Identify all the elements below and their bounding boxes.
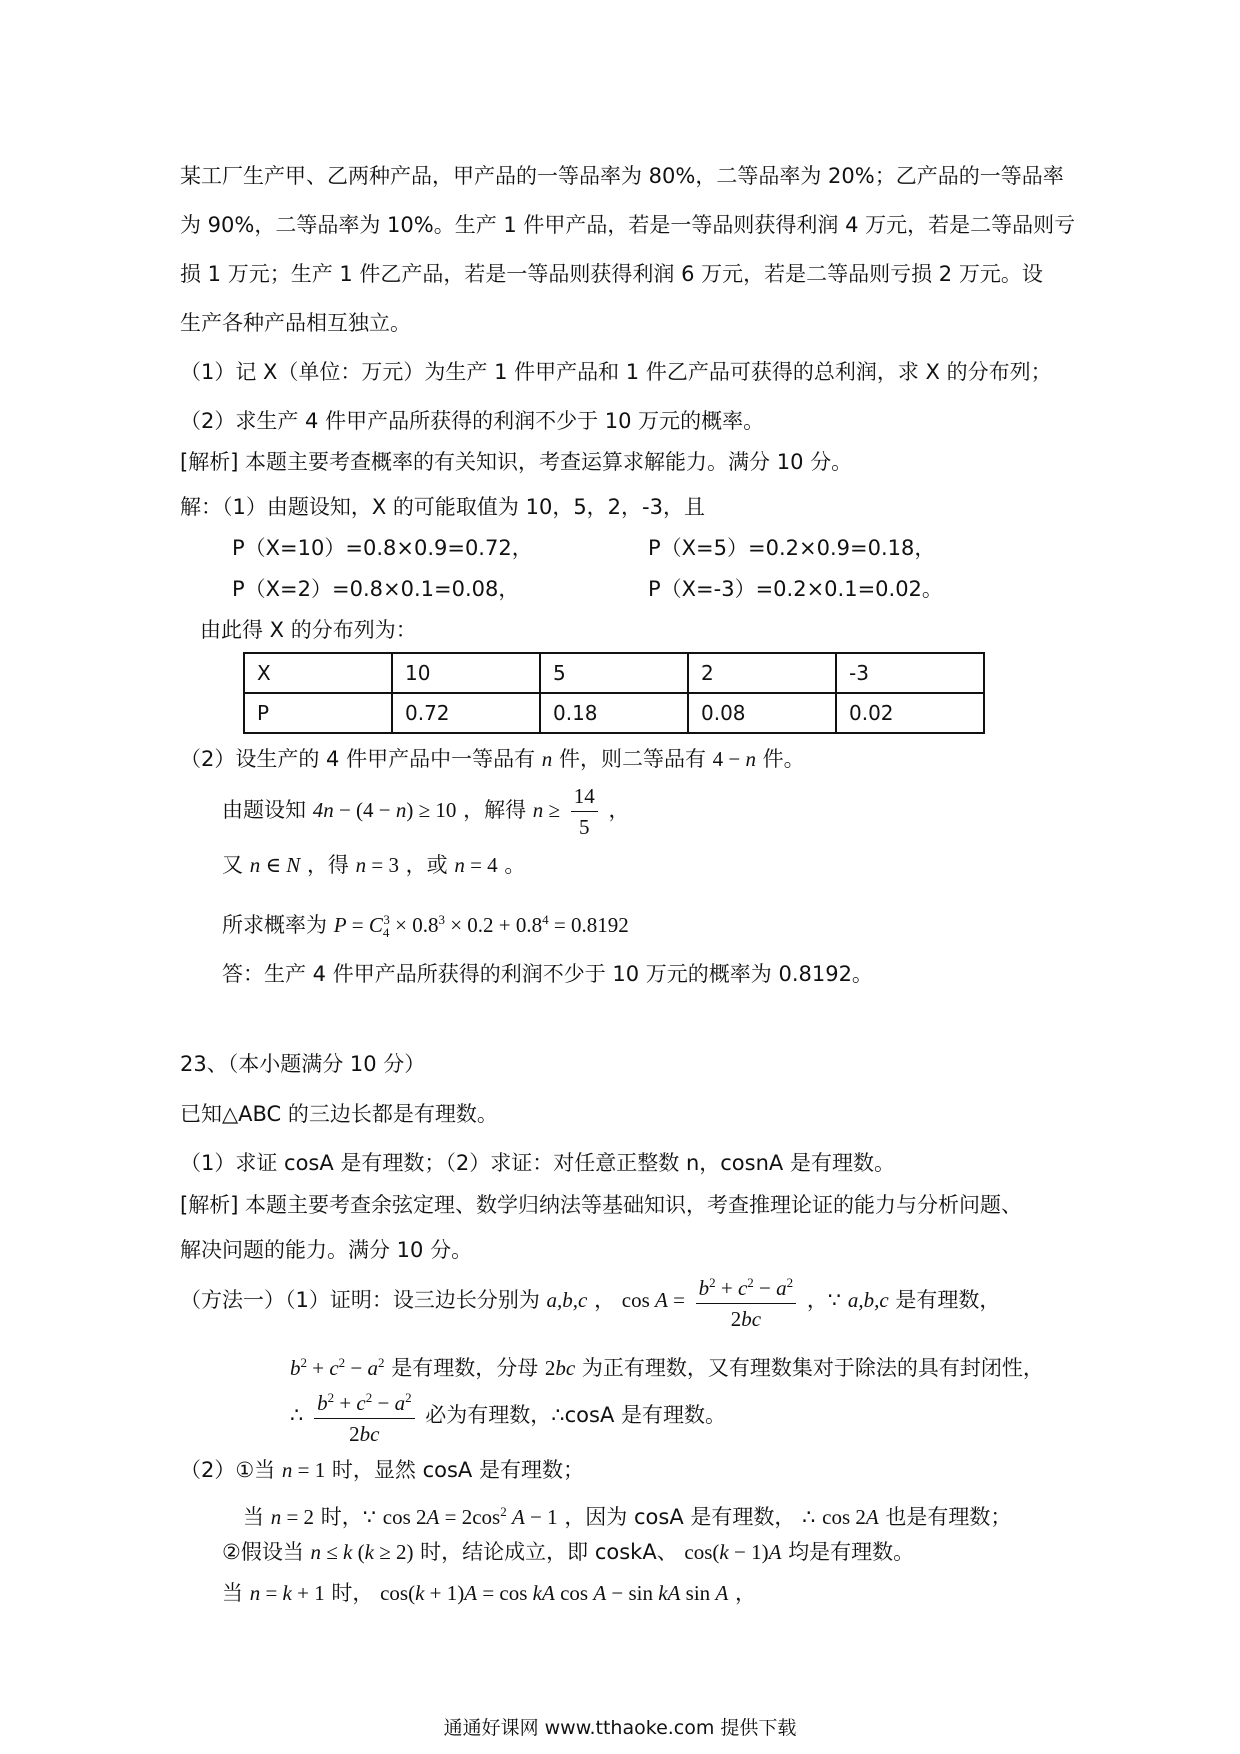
table-row-p — [244, 693, 984, 733]
p22-analysis: [解析] 本题主要考查概率的有关知识，考查运算求解能力。满分 10 分。 — [180, 450, 853, 474]
p22-solution-intro: 解：（1）由题设知，X 的可能取值为 10，5，2，-3，且 — [180, 495, 705, 519]
fraction-14-5: $\frac{14}{5}$ — [571, 781, 598, 842]
p23-stem: 已知△ABC 的三边长都是有理数。 — [180, 1102, 498, 1126]
p23-questions: （1）求证 cosA 是有理数；（2）求证：对任意正整数 n，cosnA 是有理数。 — [180, 1151, 895, 1175]
table-cell: -3 — [836, 653, 984, 693]
sol2-line-4: 所求概率为 $P = C_4^3 \times 0.8^3 \times 0.2 + 0.8^4 = 0.8192$ — [222, 912, 629, 941]
p22-question-1: （1）记 X（单位：万元）为生产 1 件甲产品和 1 件乙产品可获得的总利润，求 X 的分布列； — [180, 360, 1052, 384]
table-cell: 0.72 — [392, 693, 540, 733]
p22-question-2: （2）求生产 4 件甲产品所获得的利润不少于 10 万元的概率。 — [180, 409, 765, 433]
sol2-line-2: 由题设知 4n − (4 − n) ≥ 10 ，解得 n ≥ $\frac{14}{5}$ ， — [222, 779, 629, 842]
table-cell: 5 — [540, 653, 688, 693]
page-footer: 通通好课网 www.tthaoke.com 提供下载 — [443, 1717, 797, 1739]
method1-line-3: ∴ $\frac{b^2 + c^2 - a^2}{2bc}$ 必为有理数，∴cosA 是有理数。 — [290, 1383, 726, 1449]
sol2-line-3: 又 n ∈ N ，得 n = 3 ，或 n = 4 。 — [222, 853, 526, 877]
prob-line-x10: P（X=10）=0.8×0.9=0.72， — [232, 536, 533, 560]
cosine-law-fraction: $\frac{b^2 + c^2 - a^2}{2bc}$ — [696, 1268, 797, 1334]
induction-line-1: （2）①当 n = 1 时，显然 cosA 是有理数； — [180, 1458, 584, 1482]
p23-analysis-1: [解析] 本题主要考查余弦定理、数学归纳法等基础知识，考查推理论证的能力与分析问题、 — [180, 1193, 1023, 1217]
distribution-table — [243, 652, 985, 734]
table-cell: 10 — [392, 653, 540, 693]
p23-title: 23、（本小题满分 10 分） — [180, 1052, 426, 1076]
sol2-answer: 答：生产 4 件甲产品所获得的利润不少于 10 万元的概率为 0.8192。 — [222, 962, 873, 986]
induction-line-4: 当 n = k + 1 时， cos(k + 1)A = cos kA cos A − sin kA sin A ， — [222, 1581, 756, 1605]
table-cell: 0.02 — [836, 693, 984, 733]
table-cell: 2 — [688, 653, 836, 693]
table-cell: P — [244, 693, 392, 733]
ratio-fraction: $\frac{b^2 + c^2 - a^2}{2bc}$ — [314, 1383, 415, 1449]
table-cell: X — [244, 653, 392, 693]
table-cell: 0.18 — [540, 693, 688, 733]
prob-line-x2: P（X=2）=0.8×0.1=0.08， — [232, 577, 520, 601]
table-cell: 0.08 — [688, 693, 836, 733]
method1-line-1: （方法一）（1）证明：设三边长分别为 a,b,c ， cos A = $\frac{b^2 + c^2 - a^2}{2bc}$ ，∵ a,b,c 是有理数， — [180, 1268, 1000, 1334]
p22-stem-line-2: 为 90%，二等品率为 10%。生产 1 件甲产品，若是一等品则获得利润 4 万元，若是二等品则亏 — [180, 213, 1076, 237]
induction-line-3: ②假设当 n ≤ k (k ≥ 2) 时，结论成立，即 coskA、 cos(k − 1)A 均是有理数。 — [222, 1540, 915, 1564]
p22-stem-line-3: 损 1 万元；生产 1 件乙产品，若是一等品则获得利润 6 万元，若是二等品则亏损 2 万元。设 — [180, 262, 1043, 286]
p22-stem-line-4: 生产各种产品相互独立。 — [180, 311, 411, 335]
method1-line-2: $b^2 + c^2 - a^2$ 是有理数，分母 2bc 为正有理数，又有理数集对于除法的具有封闭性， — [290, 1355, 1044, 1380]
table-intro: 由此得 X 的分布列为： — [200, 618, 417, 642]
prob-line-x5: P（X=5）=0.2×0.9=0.18， — [648, 536, 936, 560]
p22-stem-line-1: 某工厂生产甲、乙两种产品，甲产品的一等品率为 80%，二等品率为 20%；乙产品的一等品率 — [180, 164, 1064, 188]
table-row-x — [244, 653, 984, 693]
p23-analysis-2: 解决问题的能力。满分 10 分。 — [180, 1238, 473, 1262]
induction-line-2: 当 n = 2 时，∵ $\cos 2A = 2\cos^2$ A − 1 ，因为 cosA 是有理数， ∴ cos 2A 也是有理数； — [243, 1504, 1012, 1529]
sol2-line-1: （2）设生产的 4 件甲产品中一等品有 n 件，则二等品有 4 − n 件。 — [180, 747, 805, 771]
prob-line-xm3: P（X=-3）=0.2×0.1=0.02。 — [648, 577, 943, 601]
